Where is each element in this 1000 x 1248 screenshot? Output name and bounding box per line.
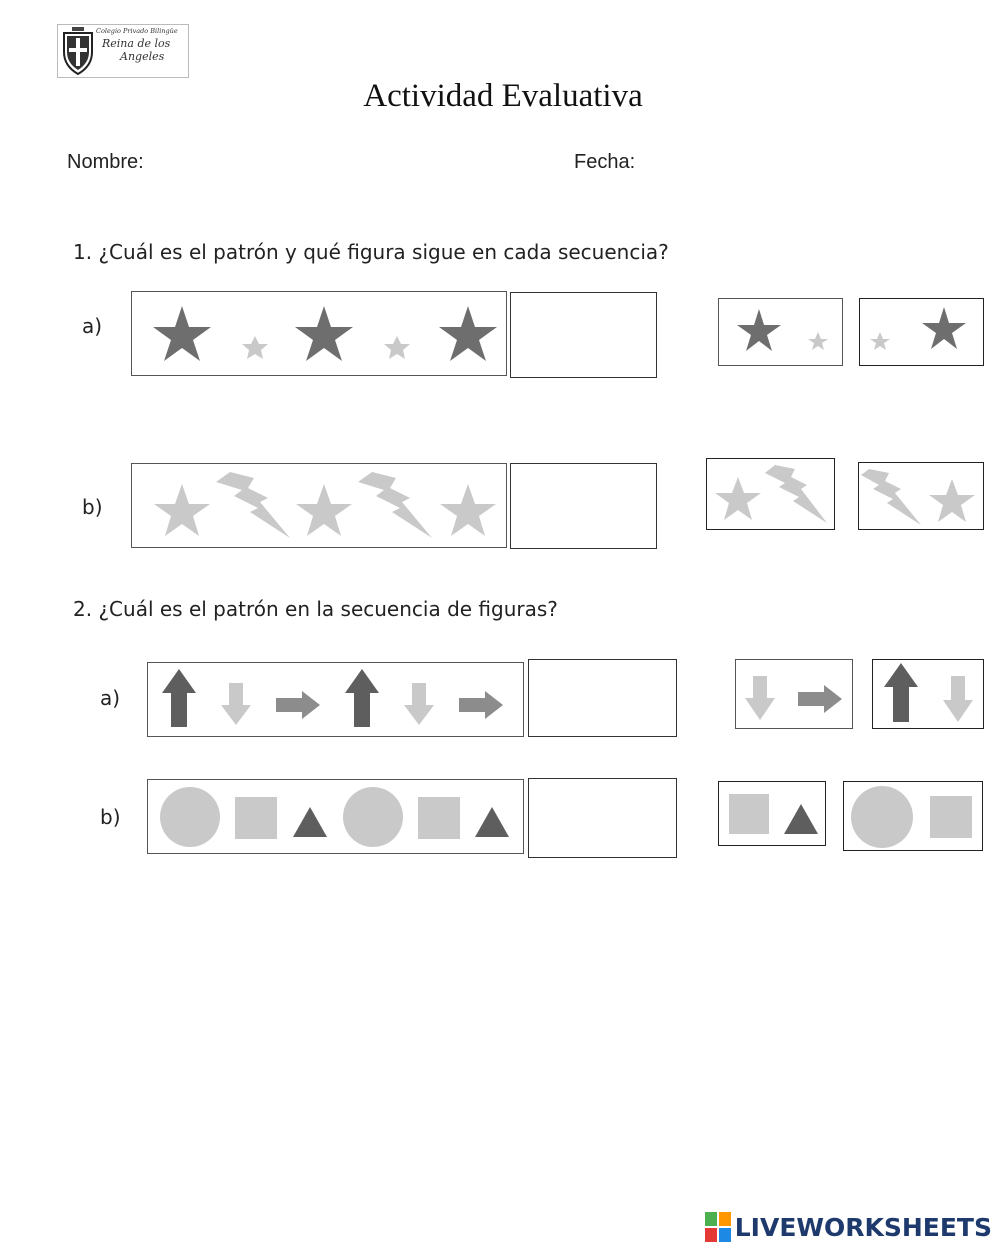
small-light-star-icon — [242, 336, 268, 359]
triangle-icon — [293, 807, 327, 837]
q2b-answer-box[interactable] — [528, 778, 677, 858]
light-down-arrow-icon — [404, 683, 434, 725]
q1b-option-2[interactable] — [858, 462, 984, 530]
light-star-icon — [296, 484, 352, 536]
q1a-option-2[interactable] — [859, 298, 984, 366]
small-light-star-icon — [870, 332, 890, 350]
question-1: 1. ¿Cuál es el patrón y qué figura sigue en cada secuencia? — [73, 240, 669, 264]
light-star-icon — [929, 479, 975, 522]
dark-up-arrow-icon — [162, 669, 196, 727]
circle-icon — [343, 787, 403, 847]
triangle-icon — [784, 804, 818, 834]
q1-item-b-label: b) — [82, 495, 103, 519]
big-dark-star-icon — [922, 307, 966, 349]
q2a-answer-box[interactable] — [528, 659, 677, 737]
small-light-star-icon — [808, 332, 828, 350]
q2b-option-2[interactable] — [843, 781, 983, 851]
q1a-option-1[interactable] — [718, 298, 843, 366]
q2a-option-2[interactable] — [872, 659, 984, 729]
q2b-option-1[interactable] — [718, 781, 826, 846]
light-down-arrow-icon — [943, 676, 973, 722]
q1b-option-1[interactable] — [706, 458, 835, 530]
right-arrow-icon — [276, 691, 320, 719]
lightning-icon — [765, 465, 827, 523]
q1b-sequence — [131, 463, 507, 548]
right-arrow-icon — [459, 691, 503, 719]
logo-line-3: Angeles — [120, 50, 165, 64]
square-icon — [729, 794, 769, 834]
big-dark-star-icon — [153, 306, 211, 361]
q2b-sequence — [147, 779, 524, 854]
liveworksheets-logo-icon — [705, 1212, 731, 1242]
triangle-icon — [475, 807, 509, 837]
light-star-icon — [440, 484, 496, 536]
big-dark-star-icon — [295, 306, 353, 361]
name-label: Nombre: — [67, 151, 144, 173]
q2-item-a-label: a) — [100, 686, 121, 710]
school-logo — [57, 24, 189, 78]
circle-icon — [851, 786, 913, 848]
date-label: Fecha: — [574, 151, 636, 173]
q2a-option-1[interactable] — [735, 659, 853, 729]
liveworksheets-brand — [705, 1209, 992, 1245]
big-dark-star-icon — [439, 306, 497, 361]
logo-line-1: Colegio Privado Bilingüe — [96, 27, 178, 35]
square-icon — [235, 797, 277, 839]
liveworksheets-text: LIVEWORKSHEETS — [734, 1212, 992, 1242]
dark-up-arrow-icon — [345, 669, 379, 727]
square-icon — [418, 797, 460, 839]
q1b-answer-box[interactable] — [510, 463, 657, 549]
question-2: 2. ¿Cuál es el patrón en la secuencia de figuras? — [73, 597, 558, 621]
circle-icon — [160, 787, 220, 847]
q2-item-b-label: b) — [100, 805, 121, 829]
light-star-icon — [715, 477, 761, 520]
q1a-answer-box[interactable] — [510, 292, 657, 378]
square-icon — [930, 796, 972, 838]
q1a-sequence — [131, 291, 507, 376]
q2a-sequence — [147, 662, 524, 737]
small-light-star-icon — [384, 336, 410, 359]
light-star-icon — [154, 484, 210, 536]
lightning-icon — [861, 469, 921, 525]
light-down-arrow-icon — [221, 683, 251, 725]
lightning-icon — [358, 472, 432, 538]
big-dark-star-icon — [737, 309, 781, 351]
dark-up-arrow-icon — [884, 663, 918, 722]
crest-icon — [60, 26, 96, 76]
page-title: Actividad Evaluativa — [363, 78, 643, 114]
light-down-arrow-icon — [745, 676, 775, 720]
q1-item-a-label: a) — [82, 314, 103, 338]
right-arrow-icon — [798, 685, 842, 713]
lightning-icon — [216, 472, 290, 538]
logo-line-2: Reina de los — [102, 36, 171, 50]
